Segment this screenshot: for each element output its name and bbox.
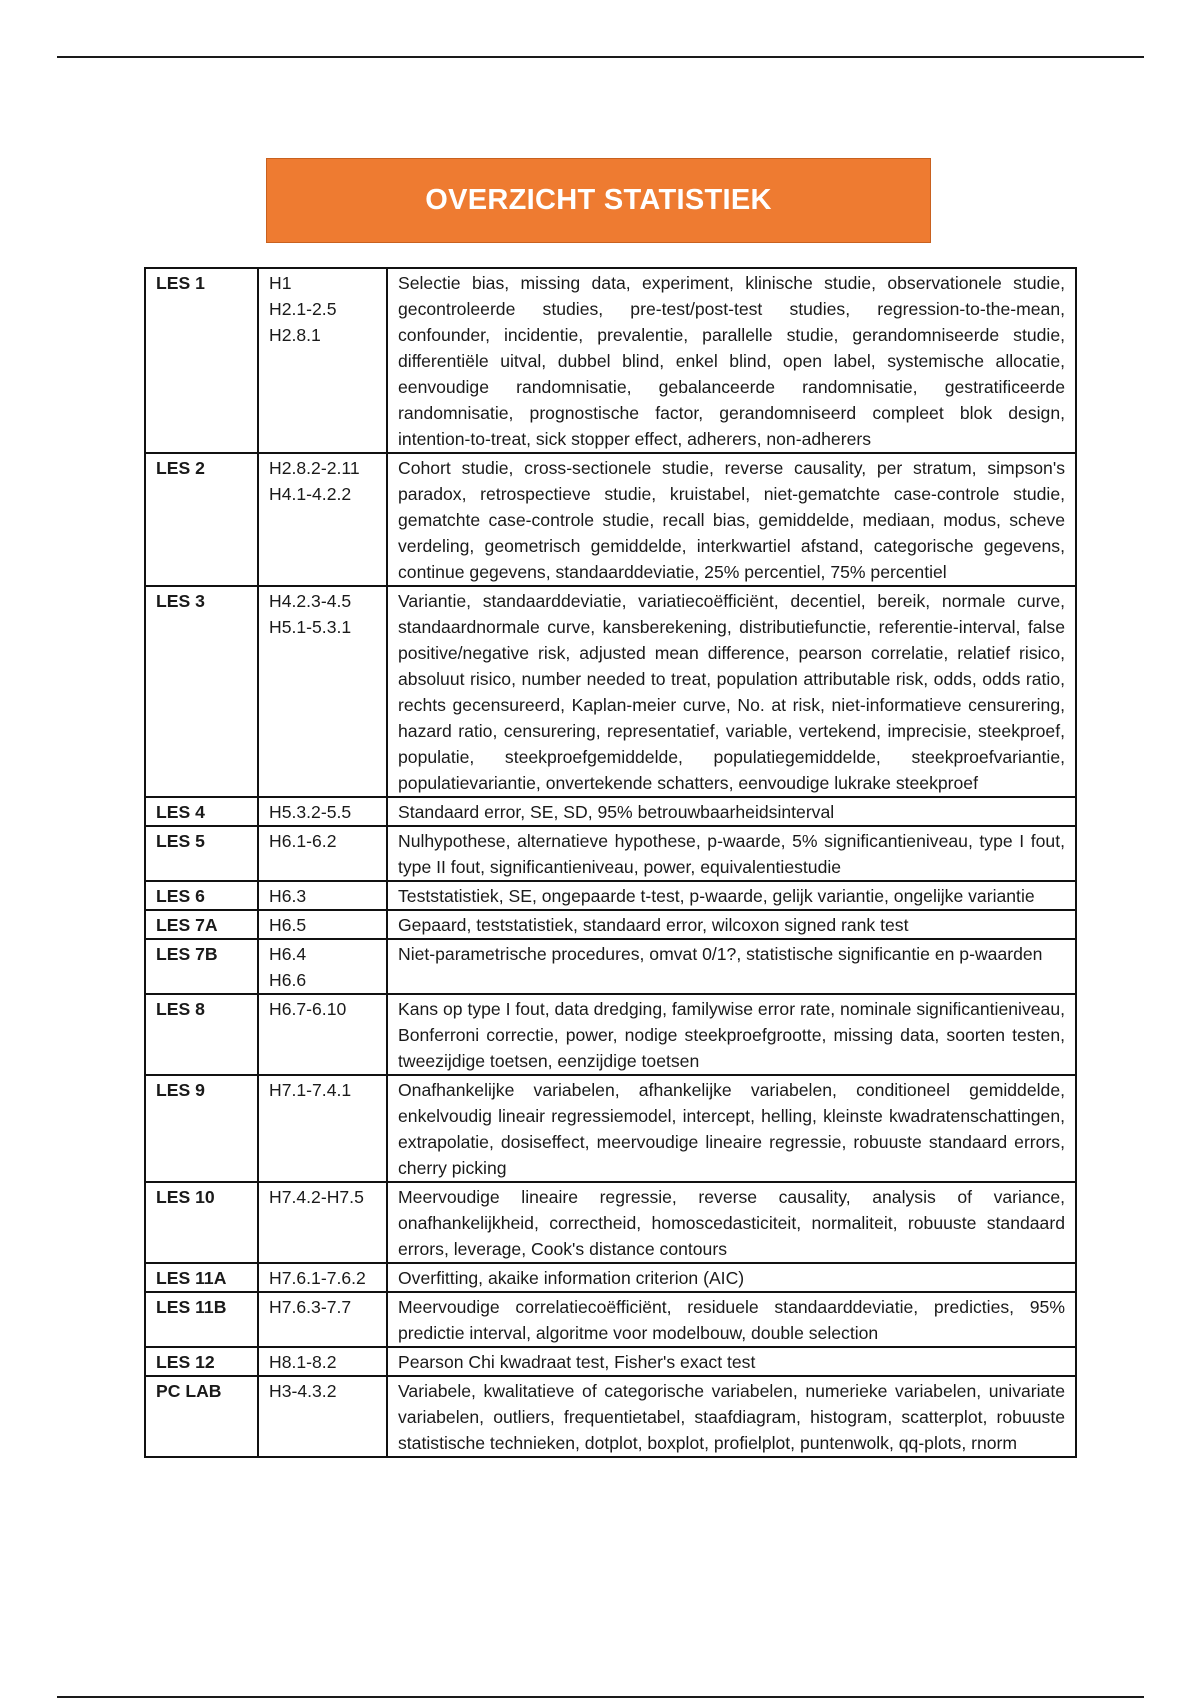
chapters-cell: H6.1-6.2 — [258, 826, 387, 881]
table-row — [145, 797, 1076, 826]
lesson-cell: LES 4 — [145, 797, 258, 826]
chapters-cell: H8.1-8.2 — [258, 1347, 387, 1376]
chapters-cell: H7.6.1-7.6.2 — [258, 1263, 387, 1292]
topics-cell: Teststatistiek, SE, ongepaarde t-test, p-waarde, gelijk variantie, ongelijke variantie — [387, 881, 1076, 910]
table-row — [145, 453, 1076, 586]
topics-cell: Cohort studie, cross-sectionele studie, reverse causality, per stratum, simpson's paradox, retrospectieve studie, kruistabel, niet-gematchte case-controle studie, gematchte case-controle studie, recall bias, gemiddelde, mediaan, modus, scheve verdeling, geometrisch gemiddelde, interkwartiel afstand, categorische gegevens, continue gegevens, standaarddeviatie, 25% percentiel, 75% percentiel — [387, 453, 1076, 586]
chapters-cell: H7.4.2-H7.5 — [258, 1182, 387, 1263]
table-row — [145, 1075, 1076, 1182]
lesson-cell: LES 11B — [145, 1292, 258, 1347]
topics-cell: Overfitting, akaike information criterion (AIC) — [387, 1263, 1076, 1292]
lesson-cell: LES 7B — [145, 939, 258, 994]
chapters-cell: H5.3.2-5.5 — [258, 797, 387, 826]
table-row — [145, 939, 1076, 994]
table-row — [145, 586, 1076, 797]
overview-table-body — [145, 268, 1076, 1457]
topics-cell: Nulhypothese, alternatieve hypothese, p-waarde, 5% significantieniveau, type I fout, type II fout, significantieniveau, power, equivalentiestudie — [387, 826, 1076, 881]
table-row — [145, 910, 1076, 939]
chapters-cell: H7.1-7.4.1 — [258, 1075, 387, 1182]
chapters-cell: H3-4.3.2 — [258, 1376, 387, 1457]
chapters-cell: H1 H2.1-2.5 H2.8.1 — [258, 268, 387, 453]
table-row — [145, 1292, 1076, 1347]
topics-cell: Variantie, standaarddeviatie, variatiecoëfficiënt, decentiel, bereik, normale curve, standaardnormale curve, kansberekening, distributiefunctie, referentie-interval, false positive/negative risk, adjusted mean difference, pearson correlatie, relatief risico, absoluut risico, number needed to treat, population attributable risk, odds, odds ratio, rechts gecensureerd, Kaplan-meier curve, No. at risk, niet-informatieve censurering, hazard ratio, censurering, representatief, variable, vertekend, imprecisie, steekproef, populatie, steekproefgemiddelde, populatiegemiddelde, steekproefvariantie, populatievariantie, onvertekende schatters, eenvoudige lukrake steekproef — [387, 586, 1076, 797]
lesson-cell: LES 6 — [145, 881, 258, 910]
table-row — [145, 826, 1076, 881]
lesson-cell: LES 10 — [145, 1182, 258, 1263]
header-rule — [57, 56, 1144, 58]
lesson-cell: LES 11A — [145, 1263, 258, 1292]
table-row — [145, 1263, 1076, 1292]
lesson-cell: LES 9 — [145, 1075, 258, 1182]
chapters-cell: H6.4 H6.6 — [258, 939, 387, 994]
title-banner — [266, 158, 931, 243]
table-row — [145, 1376, 1076, 1457]
topics-cell: Meervoudige correlatiecoëfficiënt, residuele standaarddeviatie, predicties, 95% predictie interval, algoritme voor modelbouw, double selection — [387, 1292, 1076, 1347]
lesson-cell: LES 5 — [145, 826, 258, 881]
table-row — [145, 1347, 1076, 1376]
topics-cell: Onafhankelijke variabelen, afhankelijke variabelen, conditioneel gemiddelde, enkelvoudig lineair regressiemodel, intercept, helling, kleinste kwadratenschattingen, extrapolatie, dosiseffect, meervoudige lineaire regressie, robuuste standaard errors, cherry picking — [387, 1075, 1076, 1182]
topics-cell: Selectie bias, missing data, experiment, klinische studie, observationele studie, gecontroleerde studies, pre-test/post-test studies, regression-to-the-mean, confounder, incidentie, prevalentie, parallelle studie, gerandomniseerde studie, differentiële uitval, dubbel blind, enkel blind, open label, systemische allocatie, eenvoudige randomnisatie, gebalanceerde randomnisatie, gestratificeerde randomnisatie, prognostische factor, gerandomniseerd compleet blok design, intention-to-treat, sick stopper effect, adherers, non-adherers — [387, 268, 1076, 453]
lesson-cell: LES 7A — [145, 910, 258, 939]
chapters-cell: H6.7-6.10 — [258, 994, 387, 1075]
chapters-cell: H6.3 — [258, 881, 387, 910]
table-row — [145, 1182, 1076, 1263]
topics-cell: Gepaard, teststatistiek, standaard error, wilcoxon signed rank test — [387, 910, 1076, 939]
topics-cell: Variabele, kwalitatieve of categorische variabelen, numerieke variabelen, univariate variabelen, outliers, frequentietabel, staafdiagram, histogram, scatterplot, robuuste statistische technieken, dotplot, boxplot, profielplot, puntenwolk, qq-plots, rnorm — [387, 1376, 1076, 1457]
lesson-cell: LES 3 — [145, 586, 258, 797]
chapters-cell: H4.2.3-4.5 H5.1-5.3.1 — [258, 586, 387, 797]
lesson-cell: LES 8 — [145, 994, 258, 1075]
page-title: OVERZICHT STATISTIEK — [425, 184, 772, 216]
overview-table — [144, 267, 1077, 1458]
chapters-cell: H2.8.2-2.11 H4.1-4.2.2 — [258, 453, 387, 586]
chapters-cell: H6.5 — [258, 910, 387, 939]
topics-cell: Kans op type I fout, data dredging, familywise error rate, nominale significantieniveau, Bonferroni correctie, power, nodige steekproefgrootte, missing data, soorten testen, tweezijdige toetsen, eenzijdige toetsen — [387, 994, 1076, 1075]
table-row — [145, 881, 1076, 910]
table-row — [145, 994, 1076, 1075]
table-row — [145, 268, 1076, 453]
lesson-cell: LES 12 — [145, 1347, 258, 1376]
chapters-cell: H7.6.3-7.7 — [258, 1292, 387, 1347]
topics-cell: Meervoudige lineaire regressie, reverse causality, analysis of variance, onafhankelijkheid, correctheid, homoscedasticiteit, normaliteit, robuuste standaard errors, leverage, Cook's distance contours — [387, 1182, 1076, 1263]
footer-rule — [57, 1696, 1144, 1698]
lesson-cell: LES 1 — [145, 268, 258, 453]
topics-cell: Standaard error, SE, SD, 95% betrouwbaarheidsinterval — [387, 797, 1076, 826]
lesson-cell: LES 2 — [145, 453, 258, 586]
topics-cell: Pearson Chi kwadraat test, Fisher's exact test — [387, 1347, 1076, 1376]
lesson-cell: PC LAB — [145, 1376, 258, 1457]
topics-cell: Niet-parametrische procedures, omvat 0/1?, statistische significantie en p-waarden — [387, 939, 1076, 994]
